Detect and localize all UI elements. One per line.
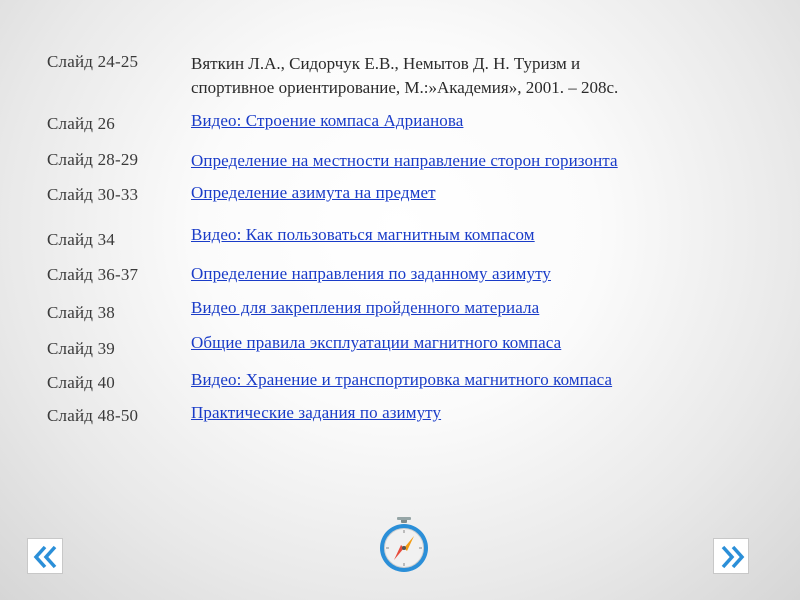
link-compass-structure-video[interactable]: Видео: Строение компаса Адрианова bbox=[191, 111, 464, 130]
link-review-video[interactable]: Видео для закрепления пройденного материала bbox=[191, 298, 540, 317]
previous-slide-button[interactable] bbox=[27, 538, 63, 574]
link-magnetic-compass-usage-video[interactable]: Видео: Как пользоваться магнитным компасом bbox=[191, 225, 535, 244]
slide-label-38: Слайд 38 bbox=[47, 303, 115, 322]
link-horizon-directions[interactable]: Определение на местности направление сторон горизонта bbox=[191, 151, 618, 170]
next-slide-button[interactable] bbox=[713, 538, 749, 574]
compass-home-button[interactable] bbox=[376, 517, 432, 573]
slide-label-26: Слайд 26 bbox=[47, 114, 115, 133]
link-compass-storage-video[interactable]: Видео: Хранение и транспортировка магнитного компаса bbox=[191, 370, 613, 389]
reference-line-1: Вяткин Л.А., Сидорчук Е.В., Немытов Д. Н. Туризм и bbox=[191, 54, 581, 73]
slide-label-28-29: Слайд 28-29 bbox=[47, 150, 139, 169]
double-chevron-left-icon bbox=[28, 539, 64, 575]
link-direction-by-azimuth[interactable]: Определение направления по заданному азимуту bbox=[191, 264, 551, 283]
link-compass-operation-rules[interactable]: Общие правила эксплуатации магнитного компаса bbox=[191, 333, 562, 352]
slide-label-30-33: Слайд 30-33 bbox=[47, 185, 139, 204]
slide-label-40: Слайд 40 bbox=[47, 373, 115, 392]
slide-label-48-50: Слайд 48-50 bbox=[47, 406, 139, 425]
slide-label-39: Слайд 39 bbox=[47, 339, 115, 358]
slide-label-36-37: Слайд 36-37 bbox=[47, 265, 139, 284]
link-azimuth-to-object[interactable]: Определение азимута на предмет bbox=[191, 183, 436, 202]
compass-icon bbox=[376, 517, 432, 573]
link-azimuth-practice[interactable]: Практические задания по азимуту bbox=[191, 403, 442, 422]
double-chevron-right-icon bbox=[714, 539, 750, 575]
slide-label-34: Слайд 34 bbox=[47, 230, 115, 249]
reference-line-2: спортивное ориентирование, М.:»Академия», 2001. – 208с. bbox=[191, 78, 619, 97]
slide-label-24-25: Слайд 24-25 bbox=[47, 52, 139, 71]
